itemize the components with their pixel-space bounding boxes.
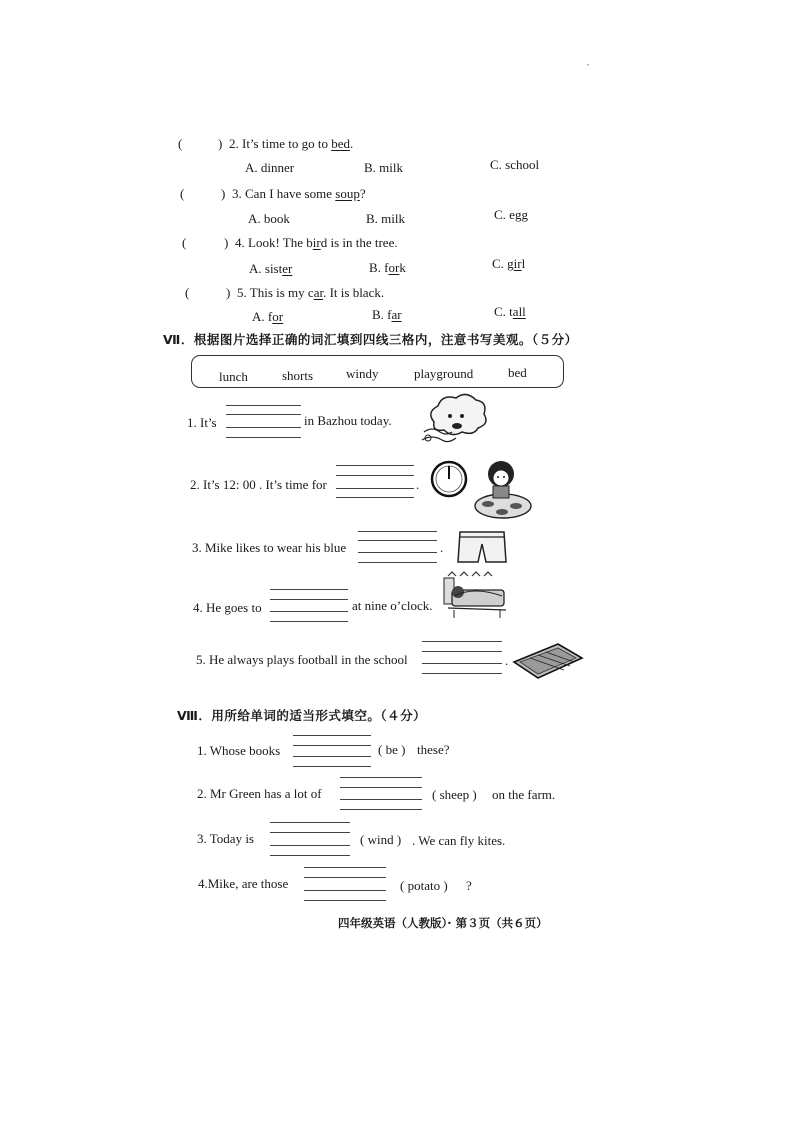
answer-paren-close: ) [218,136,223,151]
word-hint: ( wind ) [360,832,402,847]
option-b: B. far [372,307,402,322]
question-stem: 2. It’s time to go to bed. [229,136,354,151]
question-stem: 5. This is my car. It is black. [237,285,385,300]
bed-icon [442,570,510,624]
answer-paren-open: ( [182,235,187,250]
option-a: A. dinner [245,160,295,175]
word-hint: ( potato ) [400,878,448,893]
word-hint: ( sheep ) [432,787,477,802]
word-bank-item: lunch [219,369,248,384]
option-b: B. milk [364,160,404,175]
windy-cloud-icon [420,394,492,450]
option-a: A. book [248,211,290,226]
fill-item-text: 2. It’s 12: 00 . It’s time for [190,477,327,492]
question-stem: 4. Look! The bird is in the tree. [235,235,398,250]
fill-item-text: 3. Mike likes to wear his blue [192,540,347,555]
lunch-girl-icon [472,456,534,520]
word-bank-item: windy [346,366,379,381]
fill-item-text: . We can fly kites. [412,833,506,848]
playground-icon [510,640,584,680]
option-b: B. fork [369,260,406,275]
clock-icon [430,460,468,498]
fill-item-text: 3. Today is [197,831,254,846]
answer-paren-close: ) [221,186,226,201]
fill-item-text: . [440,540,444,555]
section7-title: Ⅶ．根据图片选择正确的词汇填到四线三格内，注意书写美观。（５分） [163,332,578,347]
fill-item-text: at nine o’clock. [352,598,433,613]
fill-item-text: 4. He goes to [193,600,262,615]
fill-item-text: these? [417,742,450,757]
word-bank-item: playground [414,366,474,381]
fill-item-text: 4.Mike, are those [198,876,289,891]
section8-title: Ⅷ．用所给单词的适当形式填空。（４分） [177,708,427,723]
header-mark: · [586,58,591,72]
fill-item-text: on the farm. [492,787,556,802]
question-stem: 3. Can I have some soup? [232,186,366,201]
fill-item-text: 1. It’s [187,415,217,430]
option-a: A. sister [249,261,293,276]
word-bank-item: shorts [282,368,314,383]
fill-item-text: ? [466,878,472,893]
answer-paren-close: ) [224,235,229,250]
option-c: C. tall [494,304,526,319]
fill-item-text: 5. He always plays football in the school [196,652,408,667]
option-a: A. for [252,309,284,324]
answer-paren-open: ( [178,136,183,151]
word-bank-item: bed [508,365,527,380]
shorts-icon [456,528,508,566]
answer-paren-open: ( [185,285,190,300]
option-c: C. egg [494,207,528,222]
word-hint: ( be ) [378,742,406,757]
fill-item-text: . [505,653,509,668]
fill-item-text: . [416,477,420,492]
fill-item-text: in Bazhou today. [304,413,392,428]
fill-item-text: 1. Whose books [197,743,281,758]
fill-item-text: 2. Mr Green has a lot of [197,786,322,801]
page-footer: 四年级英语（人教版）· 第３页（共６页） [338,916,548,930]
option-c: C. girl [492,256,526,271]
answer-paren-close: ) [226,285,231,300]
answer-paren-open: ( [180,186,185,201]
option-c: C. school [490,157,540,172]
option-b: B. milk [366,211,406,226]
